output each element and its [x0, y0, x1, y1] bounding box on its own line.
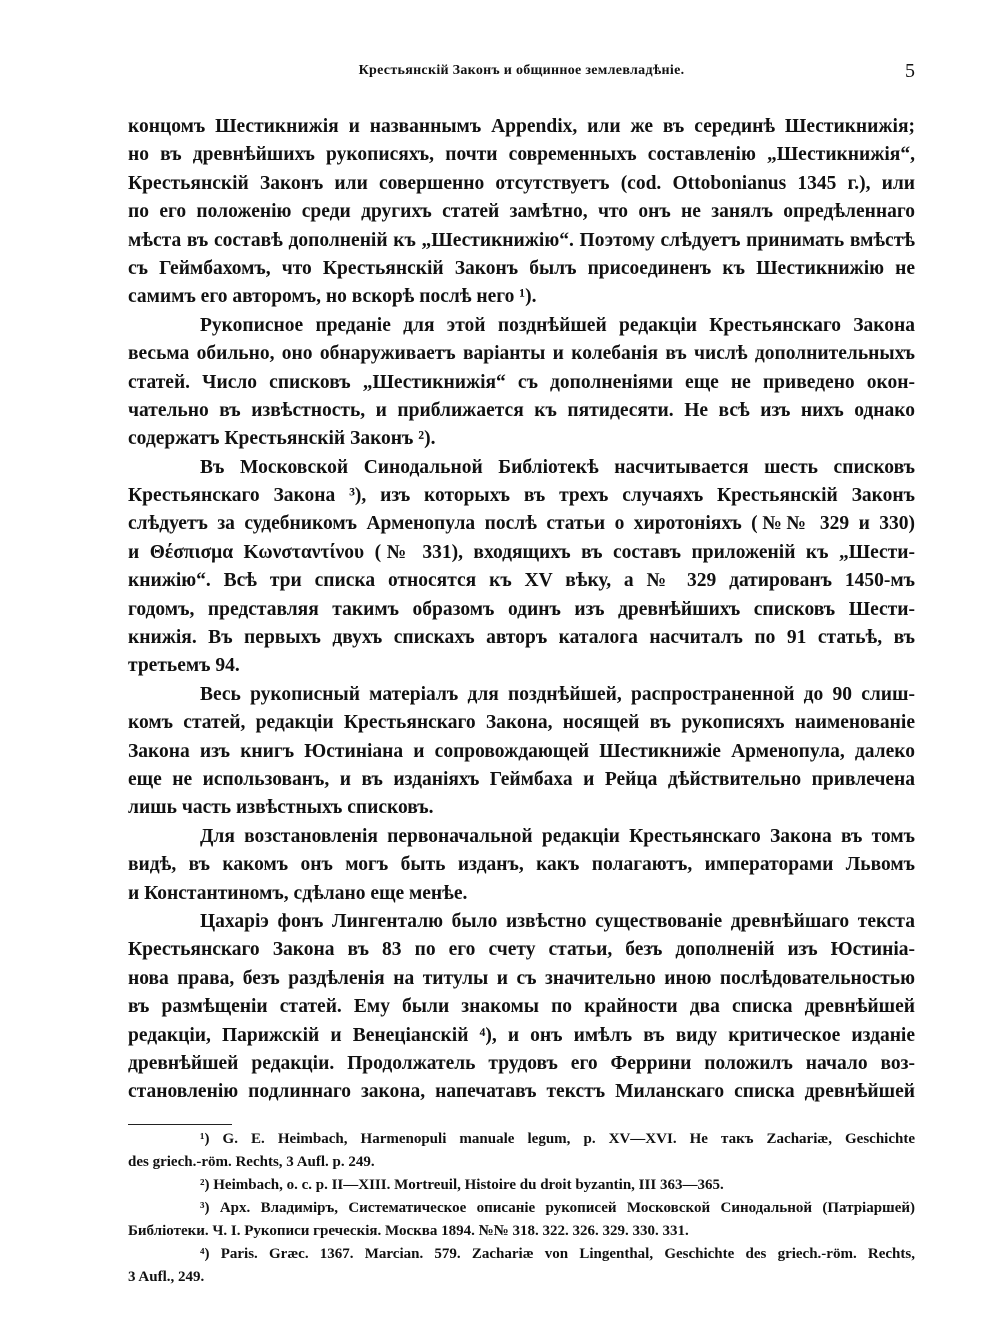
text-line: Для возстановленія первоначальной редакціи Крестьянскаго Закона въ томъ — [200, 825, 915, 847]
text-line: Цахаріэ фонъ Лингенталю было извѣстно существованіе древнѣйшаго текста — [200, 910, 915, 932]
text-line: книжію“. Всѣ три списка относятся къ XV вѣку, а № 329 датированъ 1450-мъ — [128, 570, 915, 592]
page-number: 5 — [905, 60, 915, 82]
text-line: Весь рукописный матеріалъ для позднѣйшей, распространенной до 90 слиш- — [200, 683, 915, 705]
text-line: по его положенію среди другихъ статей замѣтно, что онъ не занялъ опредѣленнаго — [128, 201, 915, 223]
paragraph — [128, 113, 915, 312]
text-line: Въ Московской Синодальной Библіотекѣ насчитывается шесть списковъ — [200, 456, 915, 478]
running-title: Крестьянскій Законъ и общинное землевладѣніе. — [358, 63, 685, 78]
body-text — [128, 113, 915, 1107]
paragraph — [128, 681, 915, 823]
footnote-line: des griech.-röm. Rechts, 3 Aufl. p. 249. — [128, 1154, 375, 1170]
text-line: видѣ, въ какомъ онъ могъ быть изданъ, какъ полагаютъ, императорами Львомъ — [128, 854, 915, 876]
footnote — [128, 1197, 915, 1243]
footnote-line: Библіотеки. Ч. I. Рукописи греческія. Москва 1894. №№ 318. 322. 326. 329. 330. 331. — [128, 1223, 689, 1239]
text-line: лишь часть извѣстныхъ списковъ. — [128, 797, 434, 819]
text-line: нова права, безъ раздѣленія на титулы и съ значительно иною послѣдовательностью — [128, 967, 915, 989]
page-header — [128, 60, 915, 84]
footnote-line: ¹) G. E. Heimbach, Harmenopuli manuale legum, p. XV—XVI. Не такъ Zachariæ, Geschichte — [200, 1131, 915, 1147]
text-line: весьма обильно, оно обнаруживаетъ варіанты и колебанія въ числѣ дополнительныхъ — [128, 343, 915, 365]
text-line: мѣста въ составѣ дополненій къ „Шестикнижію“. Поэтому слѣдуетъ принимать вмѣстѣ — [128, 229, 915, 251]
text-line: самимъ его авторомъ, но вскорѣ послѣ него ¹). — [128, 286, 537, 308]
text-line: въ размѣщеніи статей. Ему были знакомы по крайности два списка древнѣйшей — [128, 996, 915, 1018]
paragraph — [128, 823, 915, 908]
text-line: Рукописное преданіе для этой позднѣйшей редакціи Крестьянскаго Закона — [200, 314, 915, 336]
text-line: но въ древнѣйшихъ рукописяхъ, почти современныхъ составленію „Шестикнижія“, — [128, 144, 915, 166]
text-line: Крестьянскаго Закона ³), изъ которыхъ въ трехъ случаяхъ Крестьянскій Законъ — [128, 485, 915, 507]
footnotes — [128, 1128, 915, 1289]
text-line: и Θέσπισμα Κωνσταντίνου (№ 331), входящихъ въ составъ приложеній къ „Шести- — [128, 541, 915, 563]
text-line: книжія. Въ первыхъ двухъ спискахъ авторъ каталога насчиталъ по 91 статьѣ, въ — [128, 627, 915, 649]
text-line: еще не использованъ, и въ изданіяхъ Геймбаха и Рейца дѣйствительно привлечена — [128, 768, 915, 790]
text-line: содержатъ Крестьянскій Законъ ²). — [128, 428, 436, 450]
text-line: древнѣйшей редакціи. Продолжатель трудовъ его Феррини положилъ начало воз- — [128, 1052, 915, 1074]
text-line: статей. Число списковъ „Шестикнижія“ съ дополненіями еще не приведено окон- — [128, 371, 915, 393]
text-line: годомъ, представляя такимъ образомъ одинъ изъ древнѣйшихъ списковъ Шести- — [128, 598, 915, 620]
footnote-divider — [128, 1124, 232, 1125]
footnote — [128, 1243, 915, 1289]
text-line: Крестьянскаго Закона въ 83 по его счету статьи, безъ дополненій изъ Юстиніа- — [128, 939, 915, 961]
text-line: становленію подлиннаго закона, напечатавъ текстъ Миланскаго списка древнѣйшей — [128, 1081, 915, 1103]
paragraph — [128, 312, 915, 454]
text-line: слѣдуетъ за судебникомъ Арменопула послѣ статьи о хиротоніяхъ (№№ 329 и 330) — [128, 513, 915, 535]
footnote — [128, 1128, 915, 1174]
paragraph — [128, 908, 915, 1107]
footnote-line: ⁴) Paris. Græc. 1367. Marcian. 579. Zachariæ von Lingenthal, Geschichte des griech.-röm. Rechts, — [200, 1246, 915, 1262]
text-line: комъ статей, редакціи Крестьянскаго Закона, носящей въ рукописяхъ наименованіе — [128, 712, 915, 734]
text-line: чательно въ извѣстность, и приближается къ пятидесяти. Не всѣ изъ нихъ однако — [128, 399, 915, 421]
text-line: Закона изъ книгъ Юстиніана и сопровождающей Шестикнижіе Арменопула, далеко — [128, 740, 915, 762]
text-line: Крестьянскій Законъ или совершенно отсутствуетъ (cod. Ottobonianus 1345 г.), или — [128, 172, 915, 194]
text-line: съ Геймбахомъ, что Крестьянскій Законъ былъ присоединенъ къ Шестикнижію не — [128, 257, 915, 279]
text-line: концомъ Шестикнижія и названнымъ Appendix, или же въ серединѣ Шестикнижія; — [128, 116, 915, 137]
footnote — [128, 1174, 915, 1197]
footnote-line: ³) Арх. Владиміръ, Систематическое описаніе рукописей Московской Синодальной (Патріаршей) — [200, 1200, 915, 1216]
text-line: третьемъ 94. — [128, 655, 240, 677]
text-line: редакціи, Парижскій и Венеціанскій ⁴), и онъ имѣлъ въ виду критическое изданіе — [128, 1024, 915, 1046]
text-line: и Константиномъ, сдѣлано еще менѣе. — [128, 882, 468, 904]
footnote-line: 3 Aufl., 249. — [128, 1269, 205, 1285]
footnote-line: ²) Heimbach, o. c. p. II—XIII. Mortreuil, Histoire du droit byzantin, III 363—365. — [200, 1177, 724, 1193]
paragraph — [128, 454, 915, 681]
